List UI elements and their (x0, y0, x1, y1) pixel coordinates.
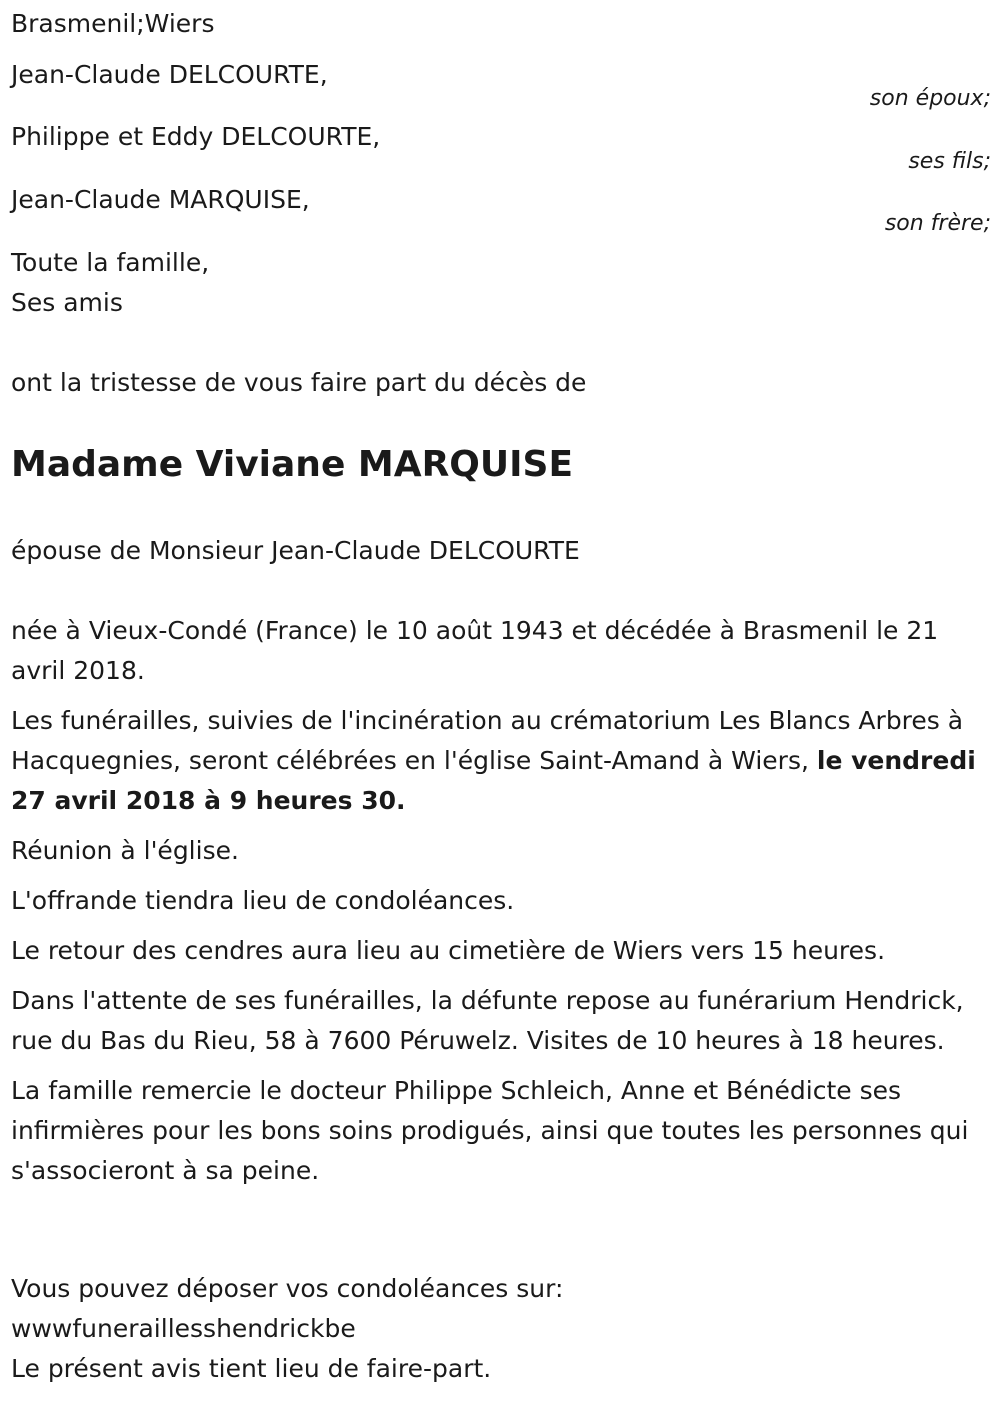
deceased-name: Madame Viviane MARQUISE (11, 444, 574, 485)
meeting-paragraph: Réunion à l'église. (11, 836, 239, 865)
funeral-text: Les funérailles, suivies de l'incinération au crématorium Les Blancs Arbres à Hacquegnies, seront célébrées en l'église Saint-Amand à Wiers, (11, 706, 964, 775)
ashes-paragraph: Le retour des cendres aura lieu au cimetière de Wiers vers 15 heures. (11, 936, 886, 965)
website-link[interactable]: wwwfuneraillesshendrickbe (11, 1314, 356, 1343)
family-member-name: Philippe et Eddy DELCOURTE, (11, 122, 381, 151)
funerarium-paragraph: Dans l'attente de ses funérailles, la défunte repose au funérarium Hendrick, rue du Bas du Rieu, 58 à 7600 Péruwelz. Visites de 10 heures à 18 heures. (11, 986, 964, 1055)
family-member-name: Jean-Claude DELCOURTE, (11, 60, 328, 89)
notice-line: Le présent avis tient lieu de faire-part. (11, 1354, 492, 1383)
others-line: Toute la famille, (11, 248, 210, 277)
others-line: Ses amis (11, 288, 123, 317)
family-member-role: son frère; (884, 211, 991, 236)
family-member-name: Jean-Claude MARQUISE, (11, 185, 310, 214)
condolences-label: Vous pouvez déposer vos condoléances sur: (11, 1274, 564, 1303)
funeral-paragraph (11, 701, 991, 821)
spouse-line: épouse de Monsieur Jean-Claude DELCOURTE (11, 536, 580, 565)
place: Brasmenil;Wiers (11, 9, 215, 38)
offering-paragraph: L'offrande tiendra lieu de condoléances. (11, 886, 515, 915)
family-member-role: son époux; (869, 86, 991, 111)
family-member-role: ses fils; (908, 149, 991, 174)
thanks-paragraph: La famille remercie le docteur Philippe Schleich, Anne et Bénédicte ses infirmières pour les bons soins prodigués, ainsi que toutes les personnes qui s'associeront à sa peine. (11, 1076, 969, 1185)
announcement: ont la tristesse de vous faire part du décès de (11, 368, 587, 397)
funeral-date: le vendredi 27 avril 2018 à 9 heures 30. (11, 746, 976, 815)
birth-death-paragraph: née à Vieux-Condé (France) le 10 août 1943 et décédée à Brasmenil le 21 avril 2018. (11, 616, 939, 685)
